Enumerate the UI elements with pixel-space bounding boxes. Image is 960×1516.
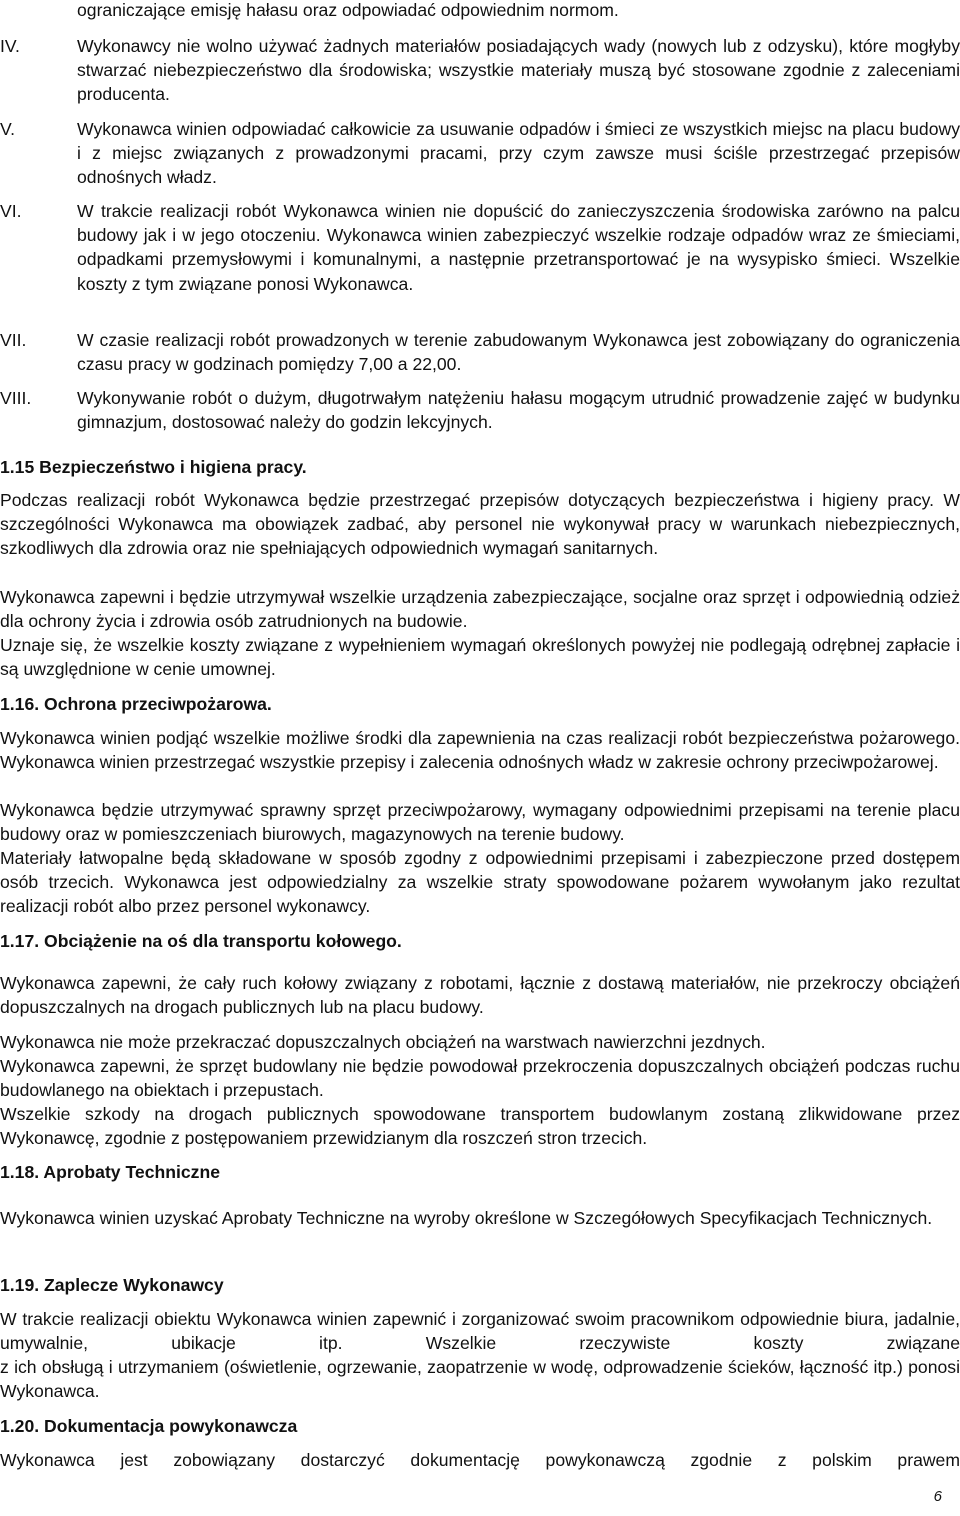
section-heading-1-18: 1.18. Aprobaty Techniczne bbox=[0, 1162, 220, 1182]
list-number: V. bbox=[0, 119, 16, 139]
continuation-line: ograniczające emisję hałasu oraz odpowiadać odpowiednim normom. bbox=[77, 0, 619, 20]
paragraph: Materiały łatwopalne będą składowane w sposób zgodny z odpowiednimi przepisami i zabezpieczone przed dostępem osób trzecich. Wykonawca jest odpowiedzialny za wszelkie straty spowodowane pożarem wywołanym jako rezultat realizacji robót albo przez personel wykonawcy. bbox=[0, 848, 960, 917]
paragraph: Wykonawca jest zobowiązany dostarczyć dokumentację powykonawczą zgodnie z polskim prawem bbox=[0, 1450, 960, 1470]
section-heading-1-16: 1.16. Ochrona przeciwpożarowa. bbox=[0, 694, 272, 714]
paragraph: Wykonawca zapewni, że cały ruch kołowy związany z robotami, łącznie z dostawą materiałów, nie przekroczy obciążeń dopuszczalnych na drogach publicznych lub na placu budowy. bbox=[0, 973, 960, 1018]
section-heading-1-15: 1.15 Bezpieczeństwo i higiena pracy. bbox=[0, 457, 307, 477]
paragraph: Wykonawca winien uzyskać Aprobaty Techniczne na wyroby określone w Szczegółowych Specyfikacjach Technicznych. bbox=[0, 1208, 933, 1228]
list-text: Wykonywanie robót o dużym, długotrwałym natężeniu hałasu mogącym utrudnić prowadzenie zajęć w budynku gimnazjum, dostosować należy do godzin lekcyjnych. bbox=[77, 388, 960, 433]
section-heading-1-19: 1.19. Zaplecze Wykonawcy bbox=[0, 1275, 224, 1295]
page-number: 6 bbox=[933, 1488, 942, 1505]
list-text: W trakcie realizacji robót Wykonawca winien nie dopuścić do zanieczyszczenia środowiska zarówno na palcu budowy jak i w jego otoczeniu. Wykonawca winien zabezpieczyć wszelkie rodzaje odpadów wraz ze śmieciami, odpadkami przemysłowymi i komunalnymi, a następnie przetransportować je na wysypisko śmieci. Wszelkie koszty z tym związane ponosi Wykonawca. bbox=[77, 201, 960, 294]
list-number: VI. bbox=[0, 201, 22, 221]
paragraph: Uznaje się, że wszelkie koszty związane z wypełnieniem wymagań określonych powyżej nie podlegają odrębnej zapłacie i są uwzględnione w cenie umownej. bbox=[0, 635, 960, 680]
paragraph: z ich obsługą i utrzymaniem (oświetlenie, ogrzewanie, zaopatrzenie w wodę, odprowadzenie ścieków, łączność itp.) ponosi Wykonawca. bbox=[0, 1357, 960, 1402]
paragraph: Wykonawca będzie utrzymywać sprawny sprzęt przeciwpożarowy, wymagany odpowiednimi przepisami na terenie placu budowy oraz w pomieszczeniach biurowych, magazynowych na terenie budowy. bbox=[0, 800, 960, 845]
paragraph: W trakcie realizacji obiektu Wykonawca winien zapewnić i zorganizować swoim pracownikom odpowiednie biura, jadalnie, umywalnie, ubikacje itp. Wszelkie rzeczywiste koszty związane bbox=[0, 1309, 960, 1354]
paragraph: Wykonawca zapewni i będzie utrzymywał wszelkie urządzenia zabezpieczające, socjalne oraz sprzęt i odpowiednią odzież dla ochrony życia i zdrowia osób zatrudnionych na budowie. bbox=[0, 587, 960, 632]
list-number: VIII. bbox=[0, 388, 32, 408]
paragraph: Wykonawca nie może przekraczać dopuszczalnych obciążeń na warstwach nawierzchni jezdnych. bbox=[0, 1032, 766, 1052]
paragraph: Wykonawca zapewni, że sprzęt budowlany nie będzie powodował przekroczenia dopuszczalnych obciążeń podczas ruchu budowlanego na obiektach i przepustach. bbox=[0, 1056, 960, 1101]
paragraph: Podczas realizacji robót Wykonawca będzie przestrzegać przepisów dotyczących bezpieczeństwa i higieny pracy. W szczególności Wykonawca ma obowiązek zadbać, aby personel nie wykonywał pracy w warunkach niebezpiecznych, szkodliwych dla zdrowia oraz nie spełniających odpowiednich wymagań sanitarnych. bbox=[0, 490, 960, 559]
list-text: W czasie realizacji robót prowadzonych w terenie zabudowanym Wykonawca jest zobowiązany do ograniczenia czasu pracy w godzinach pomiędzy 7,00 a 22,00. bbox=[77, 330, 960, 375]
list-text: Wykonawcy nie wolno używać żadnych materiałów posiadających wady (nowych lub z odzysku), które mogłyby stwarzać niebezpieczeństwo dla środowiska; wszystkie materiały muszą być stosowane zgodnie z zaleceniami producenta. bbox=[77, 36, 960, 105]
list-text: Wykonawca winien odpowiadać całkowicie za usuwanie odpadów i śmieci ze wszystkich miejsc na placu budowy i z miejsc związanych z prowadzonymi pracami, przy czym zawsze musi ściśle przestrzegać przepisów odnośnych władz. bbox=[77, 119, 960, 188]
paragraph: Wykonawca winien podjąć wszelkie możliwe środki dla zapewnienia na czas realizacji robót bezpieczeństwa pożarowego. Wykonawca winien przestrzegać wszystkie przepisy i zalecenia odnośnych władz w zakresie ochrony przeciwpożarowej. bbox=[0, 728, 960, 773]
section-heading-1-17: 1.17. Obciążenie na oś dla transportu kołowego. bbox=[0, 931, 402, 951]
list-number: VII. bbox=[0, 330, 27, 350]
list-number: IV. bbox=[0, 36, 20, 56]
section-heading-1-20: 1.20. Dokumentacja powykonawcza bbox=[0, 1416, 298, 1436]
paragraph: Wszelkie szkody na drogach publicznych spowodowane transportem budowlanym zostaną zlikwidowane przez Wykonawcę, zgodnie z postępowaniem przewidzianym dla roszczeń stron trzecich. bbox=[0, 1104, 960, 1149]
